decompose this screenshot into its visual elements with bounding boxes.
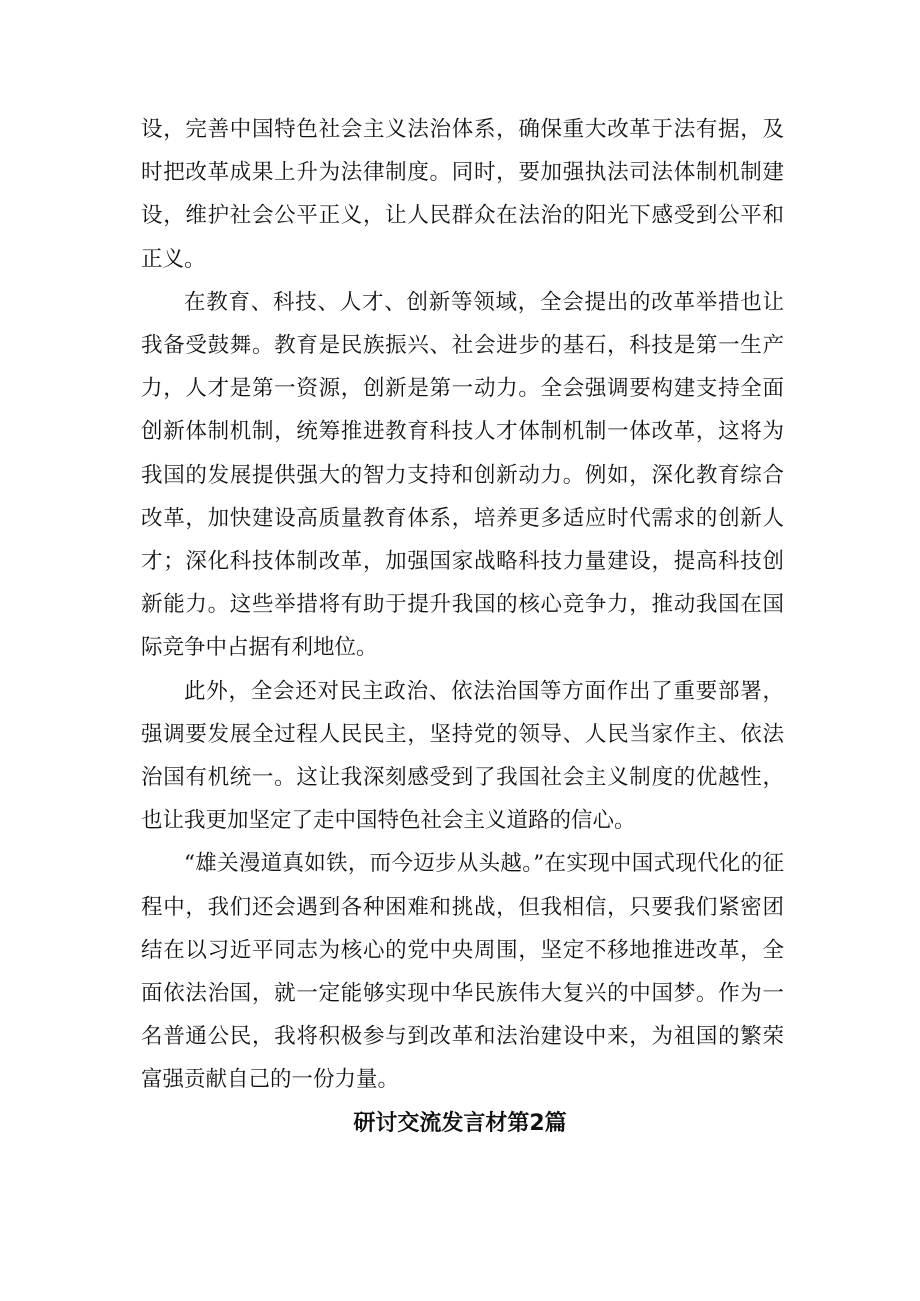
- section-heading: 研讨交流发言材第2篇: [353, 1111, 567, 1136]
- document-body: [141, 108, 784, 1102]
- paragraph-3: 此外，全会还对民主政治、依法治国等方面作出了重要部署，强调要发展全过程人民民主，坚持党的领导、人民当家作主、依法治国有机统一。这让我深刻感受到了我国社会主义制度的优越性，也让我更加坚定了走中国特色社会主义道路的信心。: [141, 678, 784, 834]
- paragraph-1: 设，完善中国特色社会主义法治体系，确保重大改革于法有据，及时把改革成果上升为法律制度。同时，要加强执法司法体制机制建设，维护社会公平正义，让人民群众在法治的阳光下感受到公平和正义。: [141, 117, 784, 272]
- paragraph-4: “雄关漫道真如铁，而今迈步从头越。”在实现中国式现代化的征程中，我们还会遇到各种困难和挑战，但我相信，只要我们紧密团结在以习近平同志为核心的党中央周围，坚定不移地推进改革，全面依法治国，就一定能够实现中华民族伟大复兴的中国梦。作为一名普通公民，我将积极参与到改革和法治建设中来，为祖国的繁荣富强贡献自己的一份力量。: [141, 851, 784, 1093]
- paragraph-2: 在教育、科技、人才、创新等领域，全会提出的改革举措也让我备受鼓舞。教育是民族振兴、社会进步的基石，科技是第一生产力，人才是第一资源，创新是第一动力。全会强调要构建支持全面创新体制机制，统筹推进教育科技人才体制机制一体改革，这将为我国的发展提供强大的智力支持和创新动力。例如，深化教育综合改革，加快建设高质量教育体系，培养更多适应时代需求的创新人才；深化科技体制改革，加强国家战略科技力量建设，提高科技创新能力。这些举措将有助于提升我国的核心竞争力，推动我国在国际竞争中占据有利地位。: [141, 289, 784, 661]
